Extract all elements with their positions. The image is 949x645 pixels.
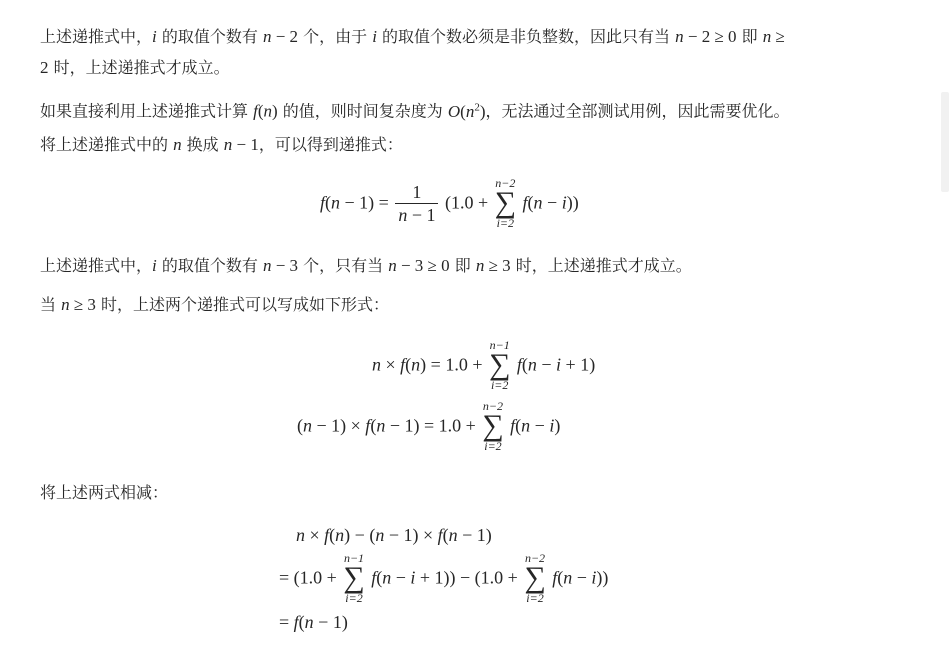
math-n-minus-3-geq-0: n − 3 ≥ 0 [388,256,450,275]
scrollbar[interactable] [941,92,949,192]
text: 个，只有当 [298,256,389,275]
paragraph-3 [40,130,403,160]
text: 换成 [181,135,224,154]
math-n-geq-3: n ≥ 3 [61,295,96,314]
paragraph-5 [40,290,389,320]
paragraph-2 [40,92,790,127]
fraction: $\frac{1}{n - 1}$ [395,181,438,226]
equation-n-minus-1-times-f: (n − 1) × f(n − 1) = 1.0 + n−2 ∑ i=2 f(n − i) [297,399,561,453]
text: 的取值个数有 [156,27,263,46]
text: ，可以得到递推式： [258,135,403,154]
equation-n-times-fn: n × f(n) = 1.0 + n−1 ∑ i=2 f(n − i + 1) [372,338,596,392]
text: 时，上述两个递推式可以写成如下形式： [95,295,390,314]
text: 个，由于 [298,27,373,46]
math-n-minus-2-geq-0: n − 2 ≥ 0 [675,27,737,46]
text: 上述递推式中， [40,256,153,275]
math-i: i [152,27,157,46]
math-big-o: $O(n^2)$ [447,101,486,121]
text: 将上述两式相减： [40,483,169,502]
math-i: i [372,27,377,46]
summation: n−2 ∑ i=2 [524,551,546,605]
summation: n−2 ∑ i=2 [494,176,517,230]
equation-subtract-line-2: = (1.0 + n−1 ∑ i=2 f(n − i + 1)) − (1.0 + n−2 ∑ i=2 f(n − i)) [279,551,609,605]
math-2: 2 [40,58,49,77]
equation-recurrence-shifted: f(n − 1) = $\frac{1}{n - 1}$ (1.0 + n−2 ∑ i=2 f(n − i)) [320,176,579,230]
summation: n−1 ∑ i=2 [343,551,365,605]
math-n-geq: n ≥ [762,27,785,46]
math-i: i [152,256,157,275]
text: ，无法通过全部测试用例，因此需要优化。 [485,101,790,121]
paragraph-6 [40,478,168,508]
equation-subtract-line-1: n × f(n) − (n − 1) × f(n − 1) [296,525,492,545]
text: 即 [449,256,476,275]
summation: n−2 ∑ i=2 [482,399,504,453]
math-f-n: f(n) [253,101,278,121]
summation: n−1 ∑ i=2 [488,338,511,392]
text: 上述递推式中， [40,27,153,46]
text: 将上述递推式中的 [40,135,174,154]
math-n-geq-3: n ≥ 3 [475,256,511,275]
math-n-minus-1: n − 1 [223,135,259,154]
text: 时，上述递推式才成立。 [510,256,692,275]
paragraph-1-line-1 [40,22,785,52]
text: 当 [40,295,62,314]
math-n-minus-2: n − 2 [262,27,299,46]
text: 时，上述递推式才成立。 [48,58,230,77]
paragraph-4 [40,251,692,281]
math-n: n [173,135,182,154]
paragraph-1-line-2 [40,53,230,83]
math-n-minus-3: n − 3 [262,256,299,275]
equation-subtract-line-3: = f(n − 1) [279,612,348,632]
text: 的取值个数必须是非负整数，因此只有当 [376,27,676,46]
text: 的取值个数有 [156,256,263,275]
text: 的值，则时间复杂度为 [277,101,448,121]
text: 即 [736,27,763,46]
text: 如果直接利用上述递推式计算 [40,101,254,121]
